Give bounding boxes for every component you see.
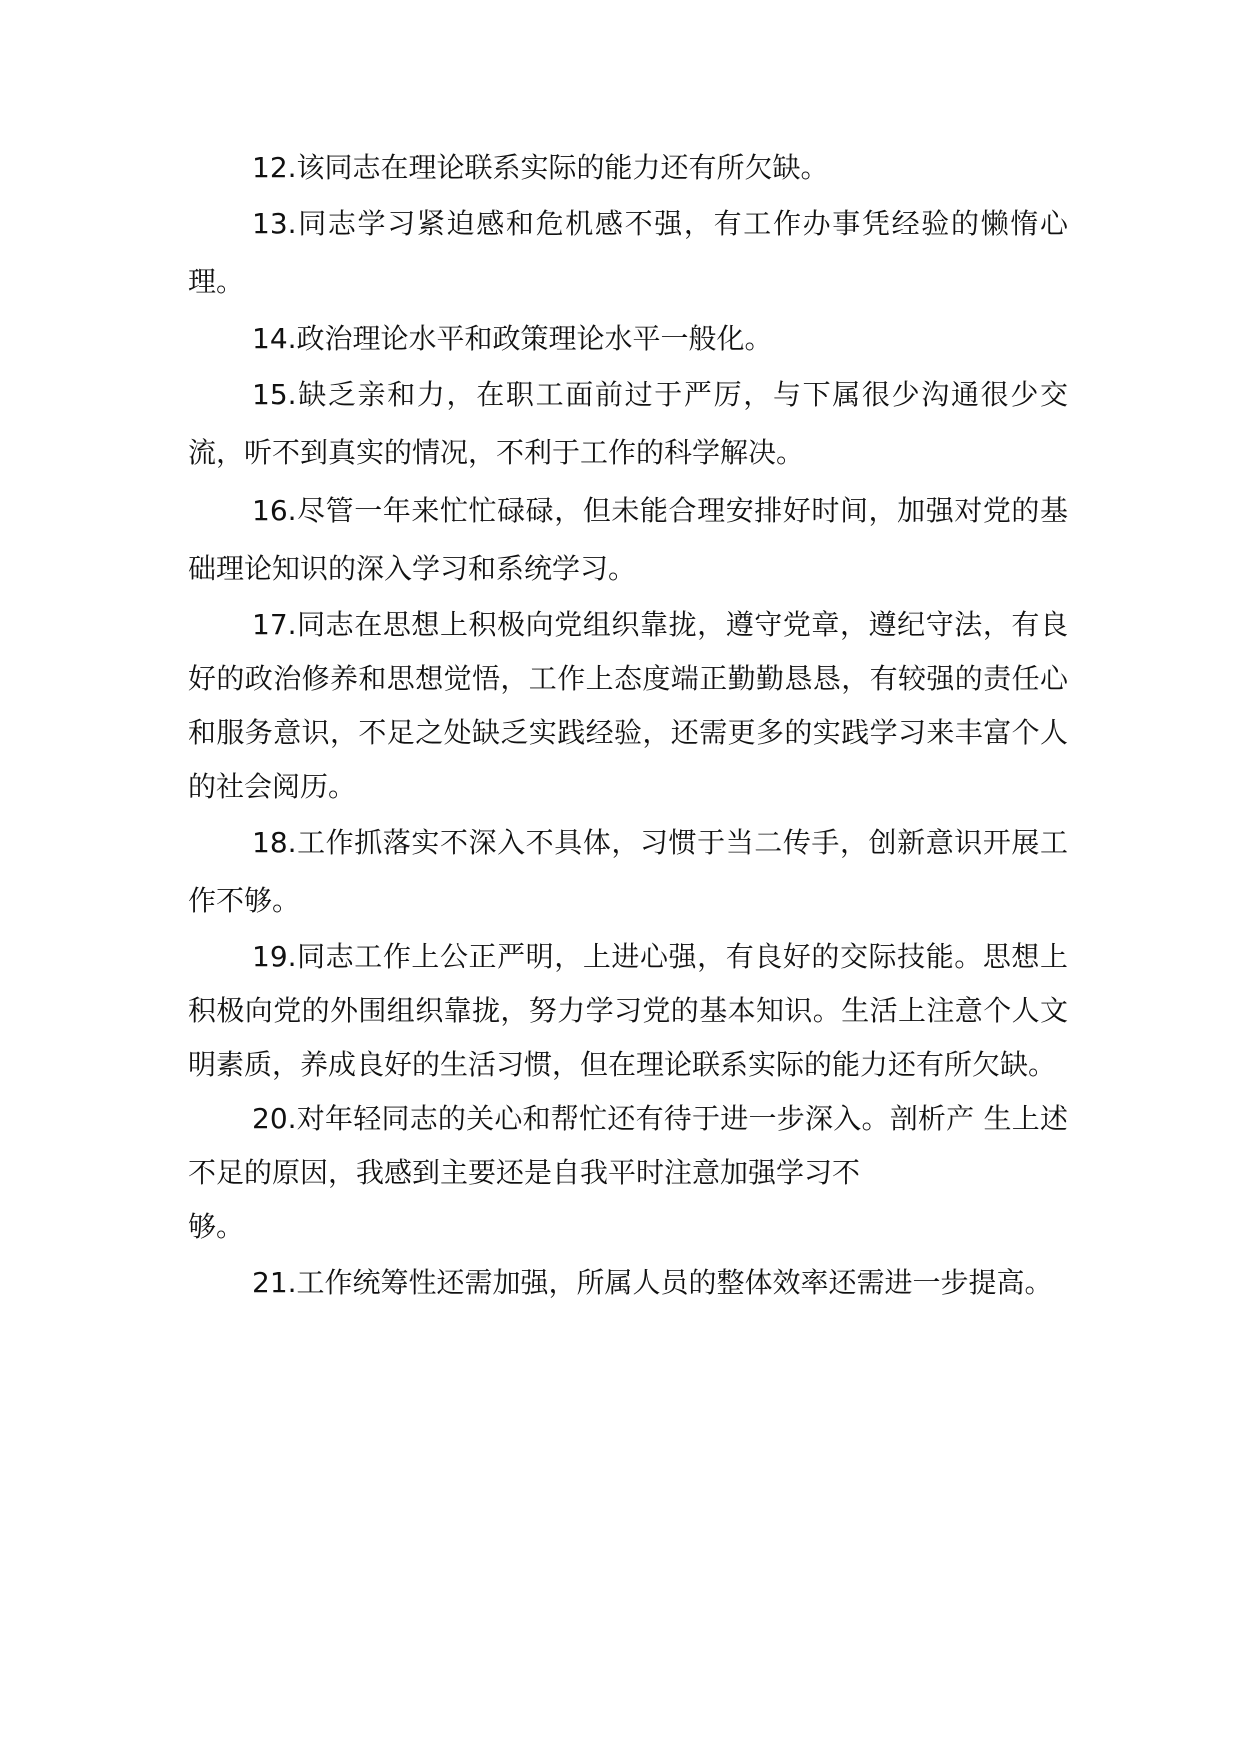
paragraph-17: 17.同志在思想上积极向党组织靠拢，遵守党章，遵纪守法，有良好的政治修养和思想觉悟，工作上态度端正勤勤恳恳，有较强的责任心和服务意识，不足之处缺乏实践经验，还需更多的实践学习来丰富个人的社会阅历。 — [188, 608, 1068, 803]
document-page — [188, 140, 1068, 1312]
paragraph-13: 13.同志学习紧迫感和危机感不强，有工作办事凭经验的懒惰心理。 — [188, 207, 1068, 298]
paragraph-15: 15.缺乏亲和力，在职工面前过于严厉，与下属很少沟通很少交流，听不到真实的情况，不利于工作的科学解决。 — [188, 378, 1068, 469]
paragraph-14: 14.政治理论水平和政策理论水平一般化。 — [252, 322, 773, 355]
paragraph-20: 20.对年轻同志的关心和帮忙还有待于进一步深入。剖析产 生上述不足的原因，我感到主要还是自我平时注意加强学习不 够。 — [188, 1102, 1068, 1243]
paragraph-19: 19.同志工作上公正严明，上进心强，有良好的交际技能。思想上积极向党的外围组织靠拢，努力学习党的基本知识。生活上注意个人文明素质，养成良好的生活习惯，但在理论联系实际的能力还有所欠缺。 — [188, 940, 1068, 1081]
paragraph-16: 16.尽管一年来忙忙碌碌，但未能合理安排好时间，加强对党的基础理论知识的深入学习和系统学习。 — [188, 494, 1068, 585]
paragraph-21: 21.工作统筹性还需加强，所属人员的整体效率还需进一步提高。 — [252, 1266, 1053, 1299]
paragraph-12: 12.该同志在理论联系实际的能力还有所欠缺。 — [252, 151, 829, 184]
paragraph-18: 18.工作抓落实不深入不具体，习惯于当二传手，创新意识开展工作不够。 — [188, 826, 1068, 917]
